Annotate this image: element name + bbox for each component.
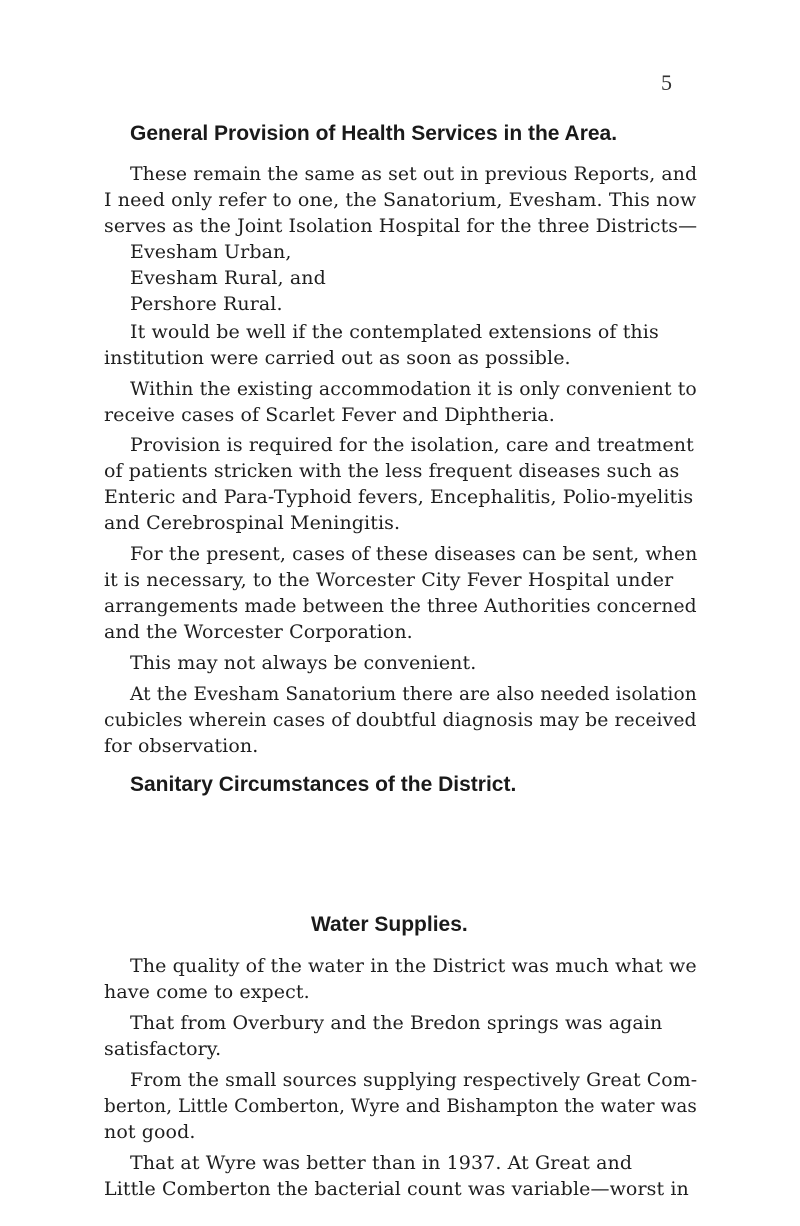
heading-water-supplies: Water Supplies.	[311, 913, 468, 936]
paragraph-line: of patients stricken with the less frequent diseases such as	[104, 460, 680, 482]
page-number: 5	[661, 70, 672, 95]
paragraph-line: not good.	[104, 1121, 196, 1143]
heading-general-provision: General Provision of Health Services in the Area.	[130, 122, 618, 145]
paragraph-line: These remain the same as set out in previous Reports, and	[130, 163, 698, 185]
paragraph-line: berton, Little Comberton, Wyre and Bishampton the water was	[104, 1095, 697, 1117]
paragraph-line: Provision is required for the isolation, care and treatment	[130, 434, 694, 456]
paragraph-line: That at Wyre was better than in 1937. At Great and	[130, 1152, 633, 1174]
paragraph-line: it is necessary, to the Worcester City Fever Hospital under	[104, 569, 674, 591]
district-list-item: Pershore Rural.	[130, 293, 283, 315]
district-list-item: Evesham Urban,	[130, 241, 292, 263]
paragraph-line: Little Comberton the bacterial count was variable—worst in	[104, 1178, 689, 1200]
paragraph-line: for observation.	[104, 735, 259, 757]
paragraph-line: Within the existing accommodation it is only convenient to	[130, 378, 697, 400]
paragraph-line: cubicles wherein cases of doubtful diagnosis may be received	[104, 709, 697, 731]
paragraph-line: Enteric and Para-Typhoid fevers, Encephalitis, Polio-myelitis	[104, 486, 694, 508]
paragraph-line: This may not always be convenient.	[130, 652, 477, 674]
paragraph-line: have come to expect.	[104, 981, 310, 1003]
paragraph-line: For the present, cases of these diseases can be sent, when	[130, 543, 698, 565]
paragraph-line: From the small sources supplying respectively Great Com-	[130, 1069, 698, 1091]
paragraph-line: arrangements made between the three Authorities concerned	[104, 595, 697, 617]
paragraph-line: satisfactory.	[104, 1038, 222, 1060]
paragraph-line: It would be well if the contemplated extensions of this	[130, 321, 659, 343]
paragraph-line: and Cerebrospinal Meningitis.	[104, 512, 401, 534]
paragraph-line: receive cases of Scarlet Fever and Diphtheria.	[104, 404, 555, 426]
district-list-item: Evesham Rural, and	[130, 267, 326, 289]
paragraph-line: That from Overbury and the Bredon springs was again	[130, 1012, 663, 1034]
heading-sanitary-circumstances: Sanitary Circumstances of the District.	[130, 773, 517, 796]
paragraph-line: The quality of the water in the District was much what we	[130, 955, 697, 977]
paragraph-line: At the Evesham Sanatorium there are also needed isolation	[130, 683, 697, 705]
paragraph-line: and the Worcester Corporation.	[104, 621, 413, 643]
paragraph-line: I need only refer to one, the Sanatorium, Evesham. This now	[104, 189, 697, 211]
paragraph-line: serves as the Joint Isolation Hospital for the three Districts—	[104, 215, 698, 237]
paragraph-line: institution were carried out as soon as possible.	[104, 347, 571, 369]
